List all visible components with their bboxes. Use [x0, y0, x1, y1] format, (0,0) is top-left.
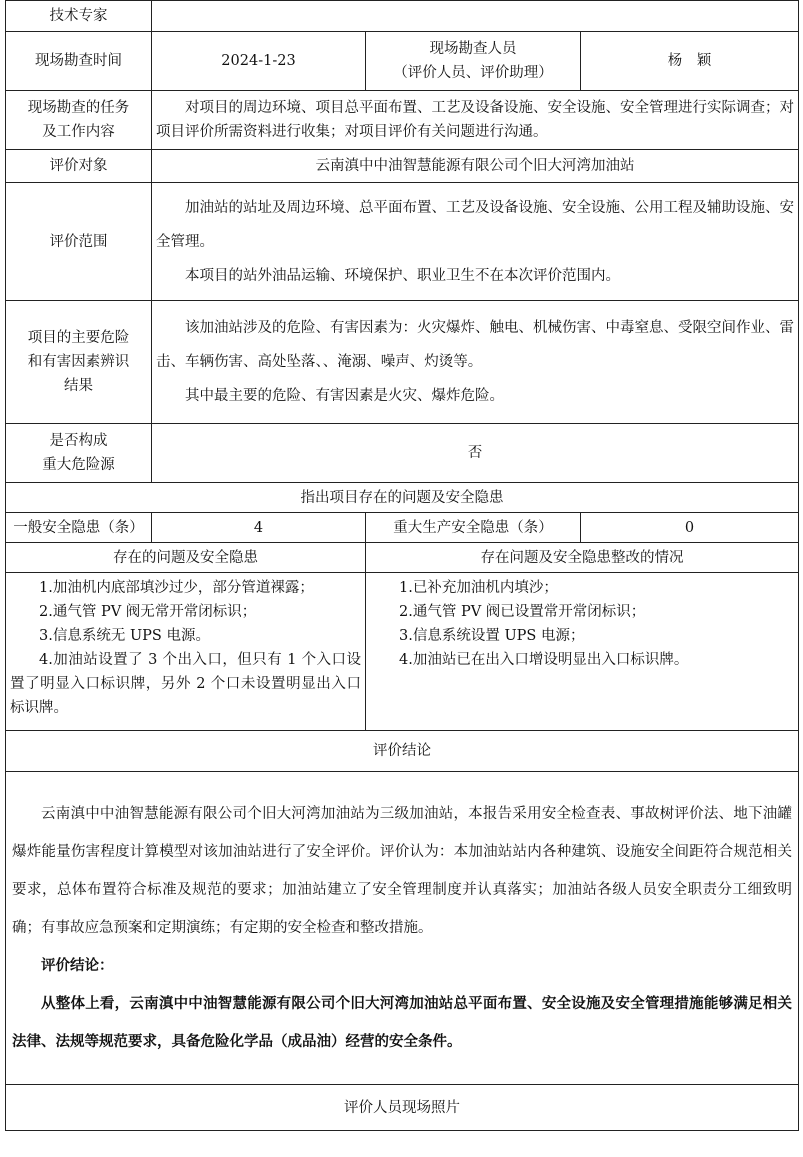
row-tasks [6, 91, 799, 150]
survey-personnel-label-line1: 现场勘查人员 [429, 41, 517, 57]
row-issues-header [6, 483, 799, 513]
hazards-label [6, 301, 152, 424]
row-hazards [6, 301, 799, 424]
conclusion-label: 评价结论： [41, 957, 114, 974]
scope-content [152, 183, 799, 301]
survey-personnel-label-line2: （评价人员、评价助理） [393, 65, 553, 81]
issues-right-header: 存在问题及安全隐患整改的情况 [366, 543, 799, 573]
hazards-label-line2: 和有害因素辨识 [27, 354, 130, 370]
survey-date: 2024-1-23 [152, 32, 366, 91]
expert-label: 技术专家 [6, 1, 152, 32]
rectification-item-4: 4.加油站已在出入口增设明显出入口标识牌。 [399, 652, 689, 668]
object-value: 云南滇中中油智慧能源有限公司个旧大河湾加油站 [152, 150, 799, 183]
tasks-content [152, 91, 799, 150]
issue-item-3: 3.信息系统无 UPS 电源。 [39, 628, 210, 644]
row-scope [6, 183, 799, 301]
survey-time-label: 现场勘查时间 [6, 32, 152, 91]
issues-right-list [366, 573, 799, 731]
hazards-content [152, 301, 799, 424]
rectification-item-2: 2.通气管 PV 阀已设置常开常闭标识； [399, 604, 646, 620]
general-hazard-count-label: 一般安全隐患（条） [6, 513, 152, 543]
row-survey-time [6, 32, 799, 91]
hazards-label-line1: 项目的主要危险 [27, 330, 130, 346]
row-expert [6, 1, 799, 32]
issue-item-4: 4.加油站设置了 3 个出入口，但只有 1 个入口设置了明显入口标识牌，另外 2 个口未设置明显出入口标识牌。 [10, 652, 361, 716]
conclusion-header: 评价结论 [6, 731, 799, 772]
rectification-item-1: 1.已补充加油机内填沙； [399, 580, 558, 596]
conclusion-paragraph: 云南滇中中油智慧能源有限公司个旧大河湾加油站为三级加油站，本报告采用安全检查表、事故树评价法、地下油罐爆炸能量伤害程度计算模型对该加油站进行了安全评价。评价认为：本加油站站内各种建筑、设施安全间距符合规范相关要求，总体布置符合标准及规范的要求；加油站建立了安全管理制度并认真落实；加油站各级人员安全职责分工细致明确；有事故应急预案和定期演练；有定期的安全检查和整改措施。 [12, 806, 793, 936]
major-hazard-label-line2: 重大危险源 [42, 457, 115, 473]
row-conclusion-body [6, 772, 799, 1085]
major-hazard-count-label: 重大生产安全隐患（条） [366, 513, 581, 543]
tasks-label-line2: 及工作内容 [42, 124, 115, 140]
general-hazard-count-value: 4 [152, 513, 366, 543]
survey-personnel-label [366, 32, 581, 91]
row-object [6, 150, 799, 183]
issues-header: 指出项目存在的问题及安全隐患 [6, 483, 799, 513]
scope-label: 评价范围 [6, 183, 152, 301]
evaluation-table [5, 0, 799, 1131]
row-counts [6, 513, 799, 543]
survey-personnel-value: 杨 颖 [581, 32, 799, 91]
issues-left-list [6, 573, 366, 731]
row-conclusion-header [6, 731, 799, 772]
rectification-item-3: 3.信息系统设置 UPS 电源； [399, 628, 585, 644]
tasks-label-line1: 现场勘查的任务 [27, 100, 130, 116]
photos-label: 评价人员现场照片 [6, 1085, 799, 1131]
major-hazard-value: 否 [152, 424, 799, 483]
tasks-label [6, 91, 152, 150]
conclusion-content [6, 772, 799, 1085]
conclusion-final: 从整体上看，云南滇中中油智慧能源有限公司个旧大河湾加油站总平面布置、安全设施及安全管理措施能够满足相关法律、法规等规范要求，具备危险化学品（成品油）经营的安全条件。 [12, 995, 793, 1050]
major-hazard-count-value: 0 [581, 513, 799, 543]
issue-item-1: 1.加油机内底部填沙过少，部分管道裸露； [39, 580, 314, 596]
evaluation-form [5, 0, 798, 1131]
major-hazard-label-line1: 是否构成 [49, 433, 108, 449]
hazards-label-line3: 结果 [64, 378, 93, 394]
row-major-hazard [6, 424, 799, 483]
scope-paragraph-1: 加油站的站址及周边环境、总平面布置、工艺及设备设施、安全设施、公用工程及辅助设施、安全管理。 [156, 199, 795, 250]
object-label: 评价对象 [6, 150, 152, 183]
scope-paragraph-2: 本项目的站外油品运输、环境保护、职业卫生不在本次评价范围内。 [185, 267, 620, 284]
row-photos [6, 1085, 799, 1131]
hazards-paragraph-1: 该加油站涉及的危险、有害因素为：火灾爆炸、触电、机械伤害、中毒窒息、受限空间作业、雷击、车辆伤害、高处坠落、、淹溺、噪声、灼烫等。 [156, 320, 795, 370]
issues-left-header: 存在的问题及安全隐患 [6, 543, 366, 573]
major-hazard-label [6, 424, 152, 483]
row-issues-lists [6, 573, 799, 731]
row-issues-columns [6, 543, 799, 573]
expert-value [152, 1, 799, 32]
issue-item-2: 2.通气管 PV 阀无常开常闭标识； [39, 604, 257, 620]
tasks-paragraph: 对项目的周边环境、项目总平面布置、工艺及设备设施、安全设施、安全管理进行实际调查；对项目评价所需资料进行收集；对项目评价有关问题进行沟通。 [156, 100, 795, 140]
hazards-paragraph-2: 其中最主要的危险、有害因素是火灾、爆炸危险。 [185, 388, 504, 404]
